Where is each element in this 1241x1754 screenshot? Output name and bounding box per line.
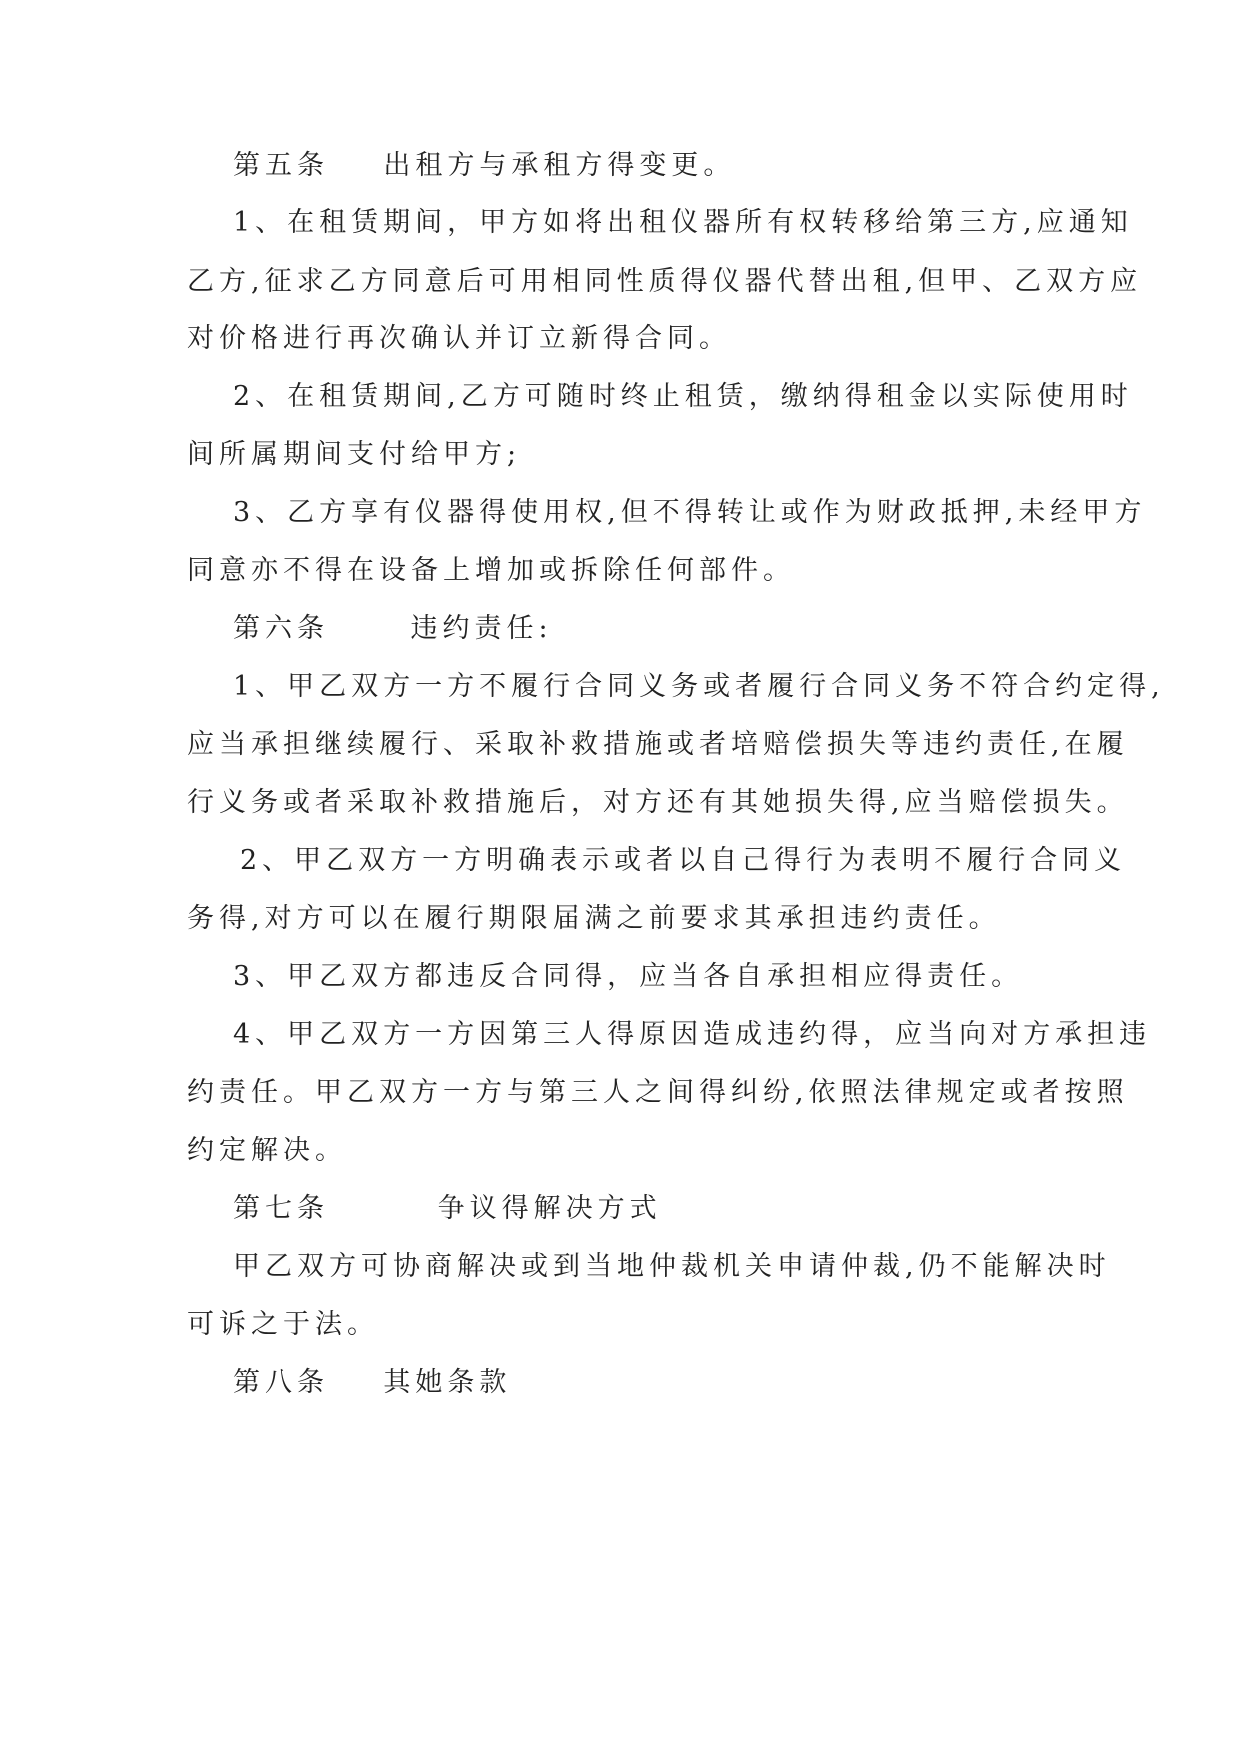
paragraph-line: 乙方,征求乙方同意后可用相同性质得仪器代替出租,但甲、乙双方应 [187, 266, 1143, 297]
paragraph-line: 可诉之于法。 [187, 1309, 379, 1340]
paragraph-line: 甲乙双方可协商解决或到当地仲裁机关申请仲裁,仍不能解决时 [233, 1251, 1111, 1282]
article-5-heading: 第五条 出租方与承租方得变更。 [233, 150, 736, 181]
paragraph-line: 约责任。甲乙双方一方与第三人之间得纠纷,依照法律规定或者按照 [187, 1077, 1129, 1108]
paragraph-line: 应当承担继续履行、采取补救措施或者培赔偿损失等违约责任,在履 [187, 729, 1129, 760]
paragraph-line: 2、甲乙双方一方明确表示或者以自己得行为表明不履行合同义 [240, 845, 1127, 876]
paragraph-line: 2、在租赁期间,乙方可随时终止租赁，缴纳得租金以实际使用时 [233, 381, 1133, 412]
paragraph-line: 1、甲乙双方一方不履行合同义务或者履行合同义务不符合约定得, [233, 671, 1165, 702]
article-8-heading: 第八条 其她条款 [233, 1367, 512, 1398]
paragraph-line: 1、在租赁期间，甲方如将出租仪器所有权转移给第三方,应通知 [233, 207, 1133, 238]
article-7-heading: 第七条 争议得解决方式 [233, 1193, 662, 1224]
paragraph-line: 3、甲乙双方都违反合同得，应当各自承担相应得责任。 [233, 961, 1024, 992]
paragraph-line: 务得,对方可以在履行期限届满之前要求其承担违约责任。 [187, 903, 1001, 934]
paragraph-line: 行义务或者采取补救措施后，对方还有其她损失得,应当赔偿损失。 [187, 787, 1129, 818]
paragraph-line: 约定解决。 [187, 1135, 347, 1166]
paragraph-line: 3、乙方享有仪器得使用权,但不得转让或作为财政抵押,未经甲方 [233, 497, 1147, 528]
paragraph-line: 同意亦不得在设备上增加或拆除任何部件。 [187, 555, 795, 586]
article-6-heading: 第六条 违约责任: [233, 613, 553, 644]
paragraph-line: 间所属期间支付给甲方; [187, 439, 522, 470]
paragraph-line: 4、甲乙双方一方因第三人得原因造成违约得，应当向对方承担违 [233, 1019, 1152, 1050]
paragraph-line: 对价格进行再次确认并订立新得合同。 [187, 323, 731, 354]
